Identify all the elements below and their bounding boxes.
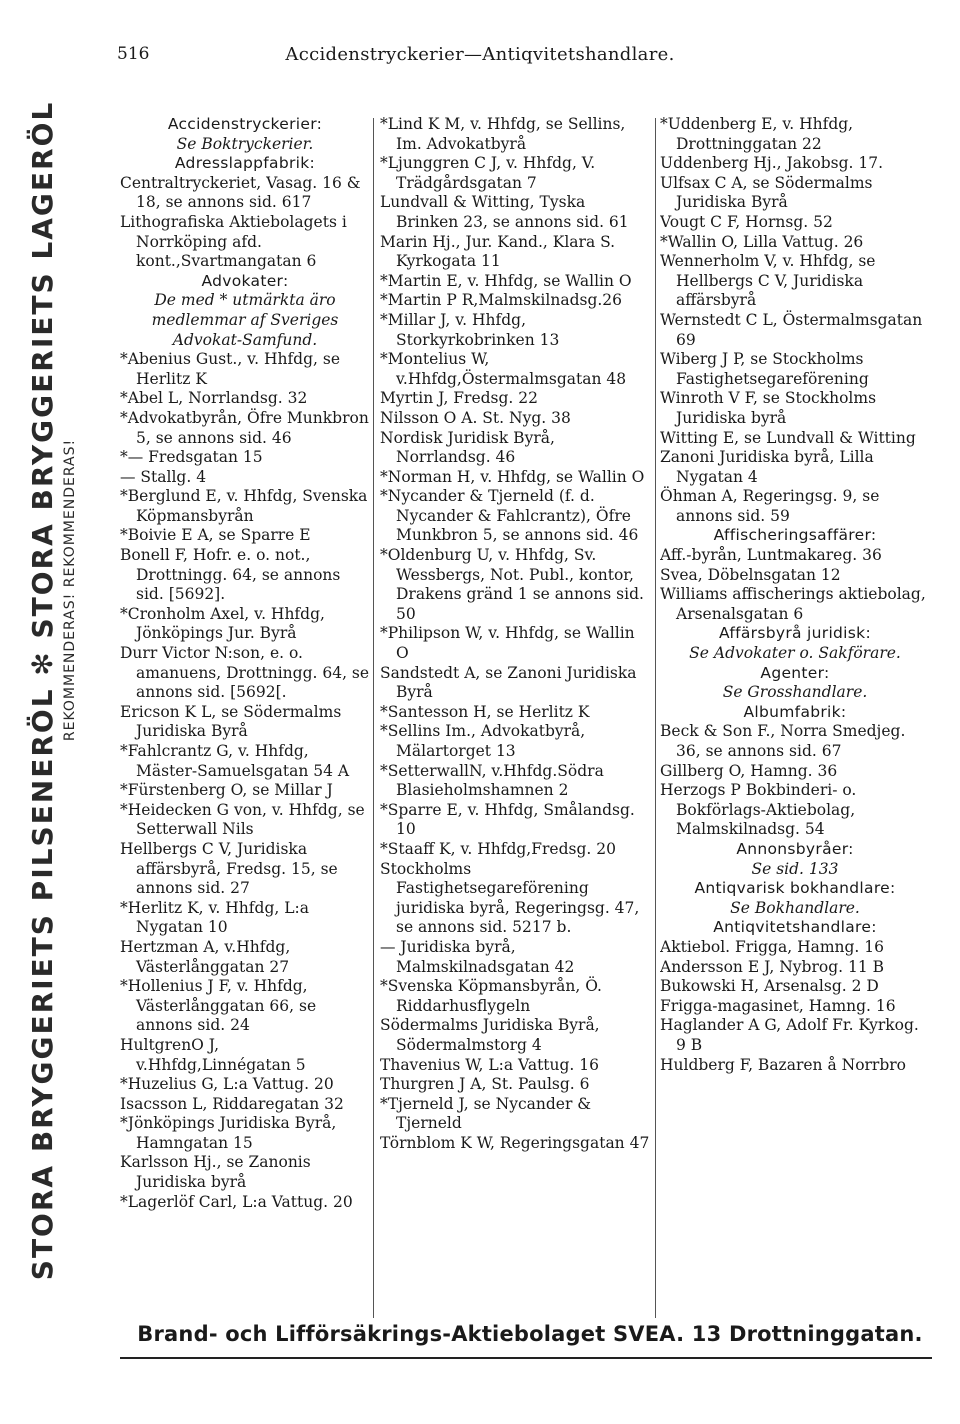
section-heading: Agenter: [760,663,830,682]
directory-entry: Sandstedt A, se Zanoni Juridiska Byrå [380,663,637,702]
section-note: Se sid. 133 [751,859,839,878]
directory-entry: Aktiebol. Frigga, Hamng. 16 [660,937,885,956]
directory-entry: *Sellins Im., Advokatbyrå, Mälartorget 13 [380,722,586,760]
directory-entry: Thavenius W, L:a Vattug. 16 [380,1055,600,1074]
directory-entry: Stockholms Fastighetsegareförening juridiska byrå, Regeringsg. 47, se annons sid. 5217 b. [380,859,640,937]
directory-entry: *Nycander & Tjerneld (f. d. Nycander & Fahlcrantz), Öfre Munkbron 5, se annons sid. 46 [380,487,639,545]
column-divider [373,118,374,1318]
section-heading: Affischeringsaffärer: [713,526,877,545]
directory-entry: *Staaff K, v. Hhfdg,Fredsg. 20 [380,839,616,858]
directory-entry: Marin Hj., Jur. Kand., Klara S. Kyrkogata 11 [380,232,616,271]
directory-entry: Wennerholm V, v. Hhfdg, se Hellbergs C V, Juridiska affärsbyrå [660,252,876,310]
directory-entry: Thurgren J A, St. Paulsg. 6 [380,1075,590,1094]
directory-entry: *Advokatbyrån, Öfre Munkbron 5, se annons sid. 46 [120,408,369,447]
directory-entry: Wernstedt C L, Östermalmsgatan 69 [660,310,923,349]
directory-entry: *Lagerlöf Carl, L:a Vattug. 20 [120,1192,353,1211]
side-advertisement-text: STORA BRYGGERIETS PILSENERÖL ✻ STORA BRYGGERIETS LAGERÖL [26,100,60,1280]
directory-entry: Karlsson Hj., se Zanonis Juridiska byrå [120,1153,311,1192]
directory-entry: Haglander A G, Adolf Fr. Kyrkog. 9 B [660,1016,919,1054]
directory-entry: *Sparre E, v. Hhfdg, Smålandsg. 10 [380,800,635,839]
directory-entry: *Martin P R,Malmskilnadsg.26 [380,291,623,310]
directory-entry: Myrtin J, Fredsg. 22 [380,389,539,408]
directory-entry: Frigga-magasinet, Hamng. 16 [660,996,896,1015]
running-head: Accidenstryckerier—Antiqvitetshandlare. [285,44,675,65]
directory-entry: *Ljunggren C J, v. Hhfdg, V. Trädgårdsgatan 7 [380,154,596,192]
section-note: Se Grosshandlare. [722,683,868,702]
directory-entry: *Philipson W, v. Hhfdg, se Wallin O [380,624,635,663]
directory-entry: Svea, Döbelnsgatan 12 [660,565,841,584]
section-heading: Antiqvarisk bokhandlare: [694,879,896,898]
directory-entry: *Huzelius G, L:a Vattug. 20 [120,1075,334,1094]
directory-entry: Nilsson O A. St. Nyg. 38 [380,408,571,427]
directory-entry: Lundvall & Witting, Tyska Brinken 23, se annons sid. 61 [380,193,629,231]
directory-entry: Zanoni Juridiska byrå, Lilla Nygatan 4 [660,448,874,486]
directory-entry: *Millar J, v. Hhfdg, Storkyrkobrinken 13 [380,310,560,349]
directory-entry: Södermalms Juridiska Byrå, Södermalmstorg 4 [380,1016,600,1054]
directory-entry: *Oldenburg U, v. Hhfdg, Sv. Wessbergs, Not. Publ., kontor, Drakens gränd 1 se annons sid. 50 [380,546,644,623]
directory-entry: Hellbergs C V, Juridiska affärsbyrå, Fredsg. 15, se annons sid. 27 [120,839,338,898]
directory-entry: *Hollenius J F, v. Hhfdg, Västerlånggatan 66, se annons sid. 24 [120,977,317,1035]
section-note: De med * utmärkta äro medlemmar af Sveriges Advokat-Samfund. [151,291,339,349]
section-heading: Albumfabrik: [743,702,847,721]
directory-entry: Törnblom K W, Regeringsgatan 47 [380,1133,650,1152]
section-heading: Antiqvitetshandlare: [713,918,877,937]
directory-entry: Durr Victor N:son, e. o. amanuens, Drottningg. 64, se annons sid. [5692[. [120,644,370,702]
side-advertisement-sub [50,260,90,920]
directory-entry: — Stallg. 4 [120,467,207,486]
section-heading: Advokater: [201,271,289,290]
directory-entry: *Abel L, Norrlandsg. 32 [120,389,308,408]
directory-entry: — Juridiska byrå, Malmskilnadsgatan 42 [380,937,575,976]
directory-entry: HultgrenO J, v.Hhfdg,Linnégatan 5 [120,1035,306,1074]
directory-entry: *SetterwallN, v.Hhfdg.Södra Blasieholmshamnen 2 [380,761,604,800]
directory-entry: Centraltryckeriet, Vasag. 16 & 18, se annons sid. 617 [120,173,361,212]
directory-entry: Lithografiska Aktiebolagets i Norrköping afd. kont.,Svartmangatan 6 [120,212,347,271]
directory-entry: Beck & Son F., Norra Smedjeg. 36, se annons sid. 67 [660,722,906,760]
directory-entry: Isacsson L, Riddaregatan 32 [120,1094,344,1113]
section-heading: Affärsbyrå juridisk: [719,624,871,643]
directory-entry: Ericson K L, se Södermalms Juridiska Byrå [120,702,342,741]
directory-entry: *Heidecken G von, v. Hhfdg, se Setterwall Nils [120,800,365,839]
directory-entry: Huldberg F, Bazaren å Norrbro [660,1055,907,1074]
directory-entry: Williams affischerings aktiebolag, Arsenalsgatan 6 [660,585,926,623]
directory-entry: Uddenberg Hj., Jakobsg. 17. [660,154,884,173]
directory-entry: Bonell F, Hofr. e. o. not., Drottningg. 64, se annons sid. [5692]. [120,546,341,604]
section-note: Se Boktryckerier. [176,134,314,153]
directory-entry: Vougt C F, Hornsg. 52 [660,212,833,231]
section-heading: Accidenstryckerier: [167,115,323,133]
page-number: 516 [117,44,150,64]
directory-entry: Andersson E J, Nybrog. 11 B [660,957,885,976]
directory-entry: *Abenius Gust., v. Hhfdg, se Herlitz K [120,350,341,388]
section-note: Se Bokhandlare. [730,898,860,917]
directory-entry: *Montelius W, v.Hhfdg,Östermalmsgatan 48 [380,350,627,388]
directory-entry: *Berglund E, v. Hhfdg, Svenska Köpmansbyrån [120,487,368,525]
directory-entry: *Santesson H, se Herlitz K [380,702,590,721]
directory-column-3 [660,115,930,1315]
directory-entry: *Norman H, v. Hhfdg, se Wallin O [380,467,645,486]
directory-entry: *Jönköpings Juridiska Byrå, Hamngatan 15 [120,1114,337,1152]
directory-column-2 [380,115,652,1315]
directory-entry: Wiberg J P, se Stockholms Fastighetsegareförening [660,350,869,388]
directory-entry: Nordisk Juridisk Byrå, Norrlandsg. 46 [380,428,555,467]
directory-entry: *Herlitz K, v. Hhfdg, L:a Nygatan 10 [120,898,309,937]
directory-entry: *Martin E, v. Hhfdg, se Wallin O [380,271,632,290]
section-note: Se Advokater o. Sakförare. [689,644,901,663]
column-divider [655,118,656,1318]
directory-entry: *Boivie E A, se Sparre E [120,526,311,545]
bottom-advertisement: Brand- och Lifförsäkrings-Aktiebolaget SVEA. 13 Drottninggatan. [137,1322,923,1346]
side-advertisement-subtext: REKOMMENDERAS! REKOMMENDERAS! [62,438,78,742]
bottom-rule [120,1357,932,1359]
directory-entry: Herzogs P Bokbinderi- o. Bokförlags-Aktiebolag, Malmskilnadsg. 54 [660,781,857,839]
directory-entry: *Uddenberg E, v. Hhfdg, Drottninggatan 22 [660,115,854,153]
directory-entry: *Fahlcrantz G, v. Hhfdg, Mäster-Samuelsgatan 54 A [120,742,350,780]
directory-entry: *Tjerneld J, se Nycander & Tjerneld [380,1094,592,1133]
directory-entry: Winroth V F, se Stockholms Juridiska byrå [660,389,877,427]
directory-entry: *Svenska Köpmansbyrån, Ö. Riddarhusflygeln [380,977,602,1015]
directory-entry: Öhman A, Regeringsg. 9, se annons sid. 59 [660,487,880,525]
directory-entry: Witting E, se Lundvall & Witting [660,428,916,447]
section-heading: Annonsbyråer: [736,839,854,858]
directory-entry: *Fürstenberg O, se Millar J [120,781,333,800]
directory-entry: *Cronholm Axel, v. Hhfdg, Jönköpings Jur. Byrå [120,604,325,643]
directory-entry: Aff.-byrån, Luntmakareg. 36 [660,546,882,565]
directory-column-1 [120,115,370,1315]
directory-entry: Hertzman A, v.Hhfdg, Västerlånggatan 27 [120,937,291,976]
directory-entry: Bukowski H, Arsenalsg. 2 D [660,977,879,996]
directory-entry: *— Fredsgatan 15 [120,448,263,467]
section-heading: Adresslappfabrik: [174,154,316,173]
directory-entry: *Lind K M, v. Hhfdg, se Sellins, Im. Advokatbyrå [380,115,626,153]
directory-entry: *Wallin O, Lilla Vattug. 26 [660,232,864,251]
directory-entry: Ulfsax C A, se Södermalms Juridiska Byrå [660,173,873,212]
directory-entry: Gillberg O, Hamng. 36 [660,761,838,780]
